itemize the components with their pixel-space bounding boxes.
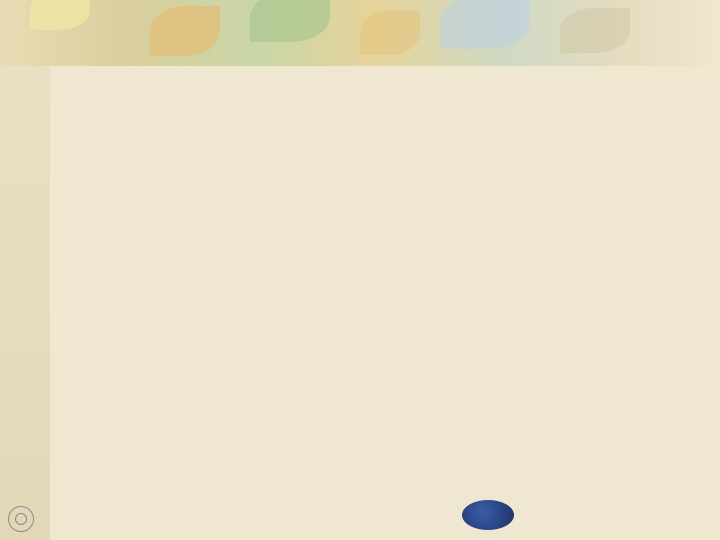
left-sidebar-decoration <box>0 66 50 540</box>
leaf-decoration <box>250 0 330 42</box>
leaf-decoration <box>150 6 220 56</box>
corner-circle-decoration <box>8 506 34 532</box>
leaf-decoration <box>440 0 530 49</box>
leaf-decoration <box>360 10 420 55</box>
header-banner <box>0 0 720 66</box>
company-logo <box>462 500 514 530</box>
leaf-decoration <box>560 8 630 53</box>
leaf-decoration <box>30 0 90 30</box>
